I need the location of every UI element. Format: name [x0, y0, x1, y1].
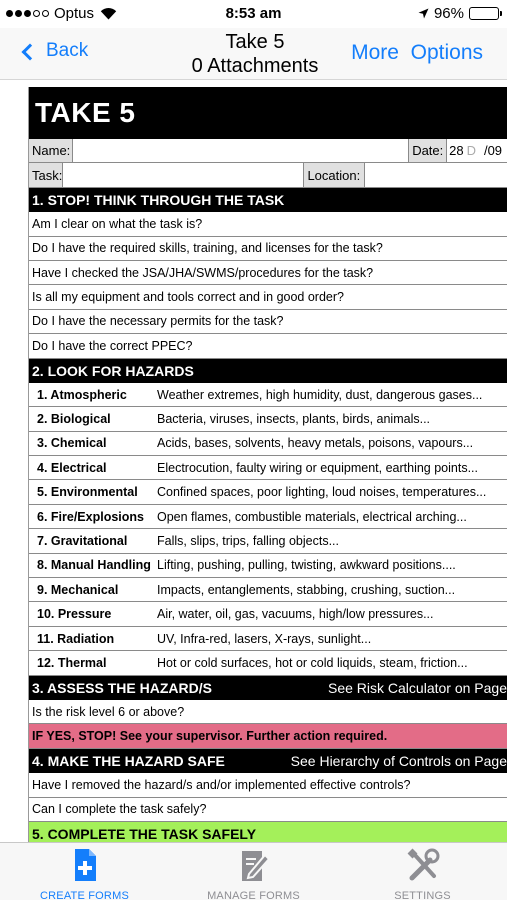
- tab-label: SETTINGS: [394, 890, 451, 900]
- back-button[interactable]: [24, 40, 88, 62]
- name-date-row: [29, 139, 507, 163]
- hazard-name: 9. Mechanical: [37, 582, 119, 597]
- tab-create-forms[interactable]: [0, 847, 169, 900]
- hazard-description: Impacts, entanglements, stabbing, crushing, suction...: [157, 582, 456, 597]
- date-placeholder: D: [466, 143, 476, 159]
- section-5-title: 5. COMPLETE THE TASK SAFELY: [32, 826, 257, 842]
- section-4-header: [29, 749, 507, 773]
- section-1-title: 1. STOP! THINK THROUGH THE TASK: [32, 191, 285, 208]
- status-bar: [0, 0, 507, 28]
- hazard-name: 7. Gravitational: [37, 533, 128, 548]
- hazard-name: 2. Biological: [37, 411, 111, 426]
- risk-calculator-note: See Risk Calculator on Page: [328, 679, 507, 696]
- risk-level-question[interactable]: Is the risk level 6 or above?: [29, 700, 507, 724]
- title-line-1: Take 5: [225, 31, 285, 53]
- section-4-title: 4. MAKE THE HAZARD SAFE: [32, 752, 225, 769]
- settings-icon: [403, 847, 443, 883]
- hazard-name: 12. Thermal: [37, 655, 107, 670]
- hazard-row[interactable]: [29, 554, 507, 578]
- hazard-description: UV, Infra-red, lasers, X-rays, sunlight...: [157, 631, 372, 646]
- hazard-name: 3. Chemical: [37, 436, 107, 451]
- hazard-description: Falls, slips, trips, falling objects...: [157, 533, 340, 548]
- section-5-header: [29, 822, 507, 842]
- hazard-row[interactable]: [29, 432, 507, 456]
- section-1-question[interactable]: Do I have the required skills, training, and licenses for the task?: [29, 237, 507, 261]
- hazard-name: 6. Fire/Explosions: [37, 509, 144, 524]
- tab-bar: [0, 842, 507, 900]
- more-options-button[interactable]: More Options: [351, 41, 483, 64]
- section-3-header: [29, 676, 507, 700]
- section-3-title: 3. ASSESS THE HAZARD/S: [32, 679, 212, 696]
- name-field[interactable]: [73, 139, 409, 162]
- take5-form: [28, 87, 507, 842]
- hazard-row[interactable]: [29, 456, 507, 480]
- date-day: 28: [449, 143, 464, 159]
- hazard-name: 11. Radiation: [37, 631, 115, 646]
- section-1-question[interactable]: Have I checked the JSA/JHA/SWMS/procedures for the task?: [29, 261, 507, 285]
- section-1-question[interactable]: Am I clear on what the task is?: [29, 212, 507, 236]
- task-label: Task:: [29, 163, 63, 186]
- hazard-description: Air, water, oil, gas, vacuums, high/low pressures...: [157, 607, 434, 622]
- hazard-description: Confined spaces, poor lighting, loud noises, temperatures...: [157, 485, 487, 500]
- page-title: [160, 30, 350, 78]
- section-1-question[interactable]: Do I have the necessary permits for the task?: [29, 310, 507, 334]
- status-right: [418, 5, 499, 22]
- name-label: Name:: [29, 139, 73, 162]
- task-location-row: [29, 163, 507, 187]
- hazard-description: Electrocution, faulty wiring or equipment, earthing points...: [157, 460, 479, 475]
- hazard-name: 8. Manual Handling: [37, 558, 151, 573]
- status-time: 8:53 am: [225, 5, 282, 22]
- section-4-question[interactable]: Have I removed the hazard/s and/or implemented effective controls?: [29, 773, 507, 797]
- section-1-question[interactable]: Do I have the correct PPEC?: [29, 334, 507, 358]
- carrier-name: Optus: [54, 5, 95, 22]
- hazard-name: 1. Atmospheric: [37, 387, 127, 402]
- hazard-row[interactable]: [29, 505, 507, 529]
- location-field[interactable]: [365, 163, 507, 186]
- create-forms-icon: [65, 847, 105, 883]
- hazard-description: Lifting, pushing, pulling, twisting, awkward positions....: [157, 558, 456, 573]
- hazard-description: Hot or cold surfaces, hot or cold liquids, steam, friction...: [157, 655, 468, 670]
- manage-forms-icon: [234, 847, 274, 883]
- date-field[interactable]: [447, 139, 507, 162]
- task-field[interactable]: [63, 163, 304, 186]
- date-month: /09: [483, 143, 503, 159]
- tab-manage-forms[interactable]: [169, 847, 338, 900]
- battery-percent: 96%: [433, 5, 464, 22]
- hazard-name: 4. Electrical: [37, 460, 107, 475]
- section-2-header: [29, 359, 507, 383]
- hierarchy-controls-note: See Hierarchy of Controls on Page: [290, 752, 507, 769]
- hazard-name: 10. Pressure: [37, 607, 112, 622]
- tab-label: MANAGE FORMS: [207, 890, 300, 900]
- section-1-header: [29, 188, 507, 212]
- tab-label: CREATE FORMS: [40, 890, 129, 900]
- tab-settings[interactable]: [338, 847, 507, 900]
- battery-icon: [469, 7, 499, 20]
- navigation-bar: [0, 28, 507, 80]
- section-4-question[interactable]: Can I complete the task safely?: [29, 798, 507, 822]
- hazard-name: 5. Environmental: [37, 485, 138, 500]
- section-1-question[interactable]: Is all my equipment and tools correct and in good order?: [29, 285, 507, 309]
- hazard-row[interactable]: [29, 651, 507, 675]
- location-label: Location:: [304, 163, 365, 186]
- hazard-row[interactable]: [29, 383, 507, 407]
- hazard-description: Acids, bases, solvents, heavy metals, poisons, vapours...: [157, 436, 474, 451]
- hazard-description: Open flames, combustible materials, electrical arching...: [157, 509, 467, 524]
- hazard-description: Weather extremes, high humidity, dust, dangerous gases...: [157, 387, 483, 402]
- stop-warning-banner: IF YES, STOP! See your supervisor. Further action required.: [29, 724, 507, 748]
- location-arrow-icon: [418, 8, 429, 19]
- hazard-row[interactable]: [29, 407, 507, 431]
- chevron-left-icon: [22, 43, 39, 60]
- hazard-row[interactable]: [29, 602, 507, 626]
- back-label: Back: [46, 40, 89, 61]
- hazard-row[interactable]: [29, 627, 507, 651]
- attachments-count: 0 Attachments: [191, 55, 319, 77]
- section-2-title: 2. LOOK FOR HAZARDS: [32, 362, 194, 379]
- form-title: TAKE 5: [29, 87, 507, 139]
- hazard-description: Bacteria, viruses, insects, plants, birds, animals...: [157, 411, 431, 426]
- hazard-row[interactable]: [29, 578, 507, 602]
- hazard-row[interactable]: [29, 529, 507, 553]
- date-label: Date:: [409, 139, 447, 162]
- hazard-row[interactable]: [29, 480, 507, 504]
